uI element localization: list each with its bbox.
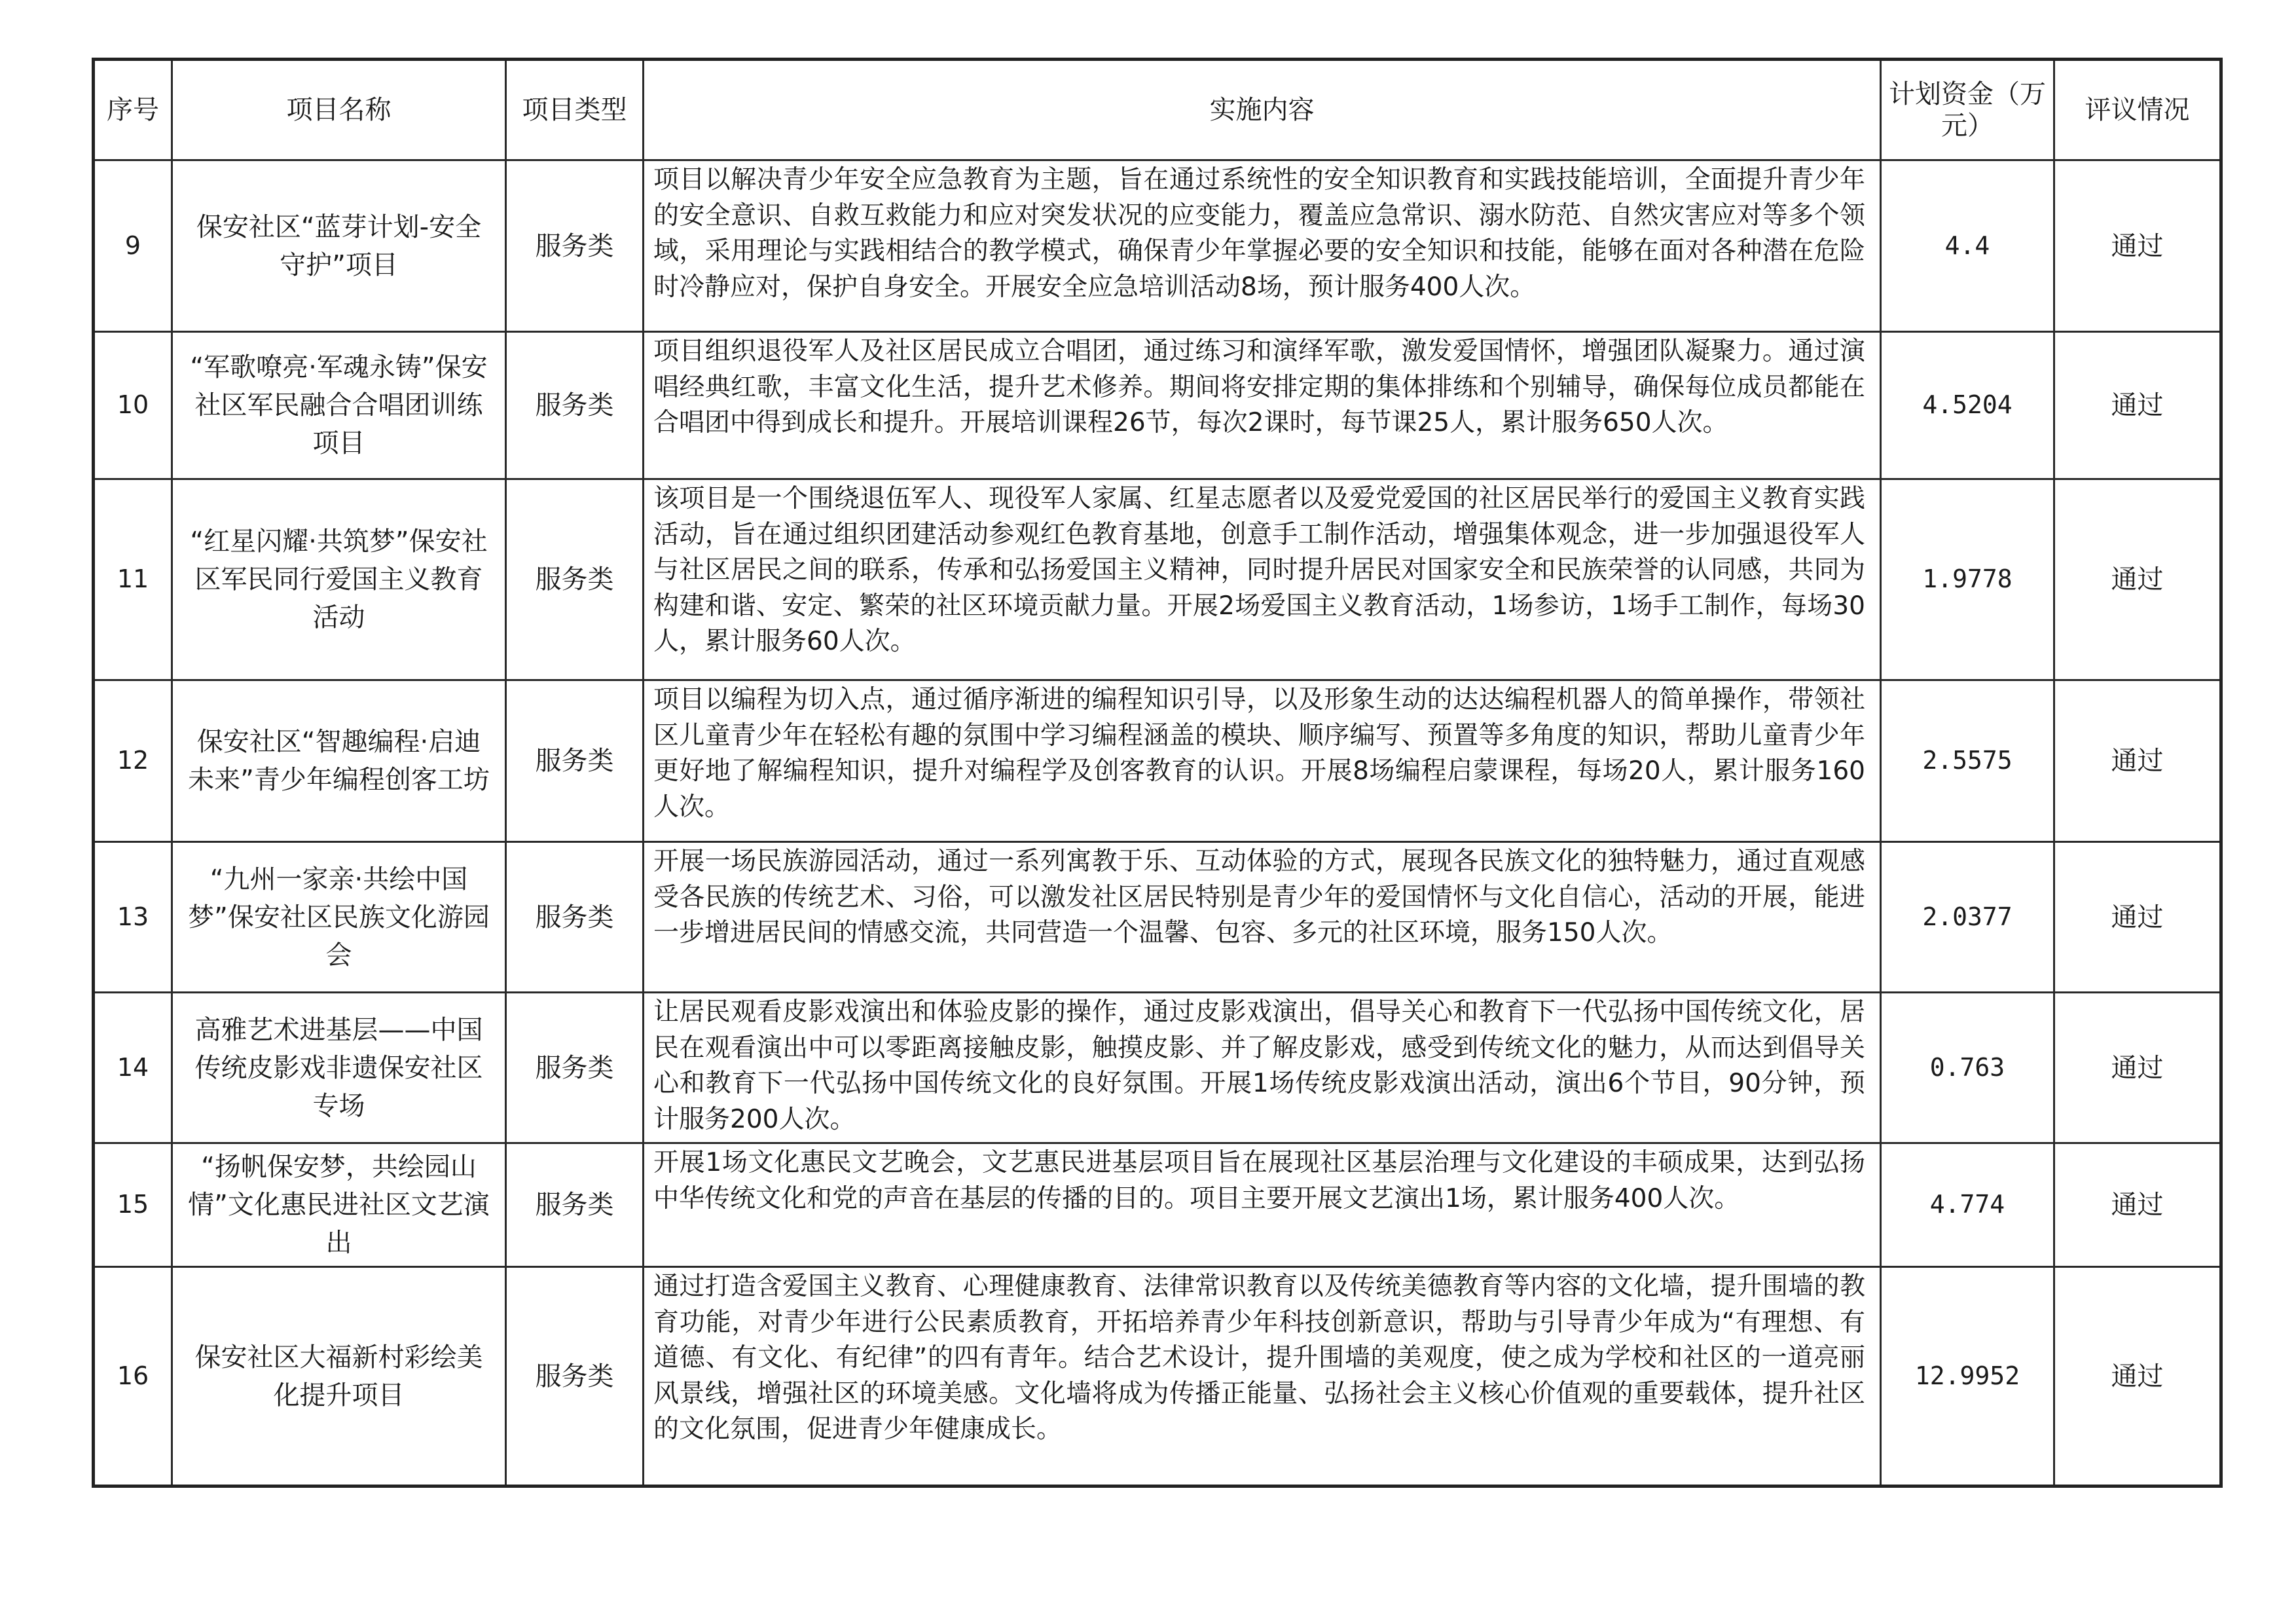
row-no: 11 [94,479,172,680]
table-row [94,332,2221,479]
row-project-name: 保安社区“蓝芽计划-安全守护”项目 [172,160,506,332]
row-project-type: 服务类 [506,1143,644,1267]
row-no: 16 [94,1267,172,1486]
header-fund: 计划资金（万元） [1881,60,2054,160]
row-project-type: 服务类 [506,1267,644,1486]
row-review: 通过 [2054,160,2221,332]
row-content: 项目以编程为切入点，通过循序渐进的编程知识引导，以及形象生动的达达编程机器人的简单操作，带领社区儿童青少年在轻松有趣的氛围中学习编程涵盖的模块、顺序编写、预置等多角度的知识，帮助儿童青少年更好地了解编程知识，提升对编程学及创客教育的认识。开展8场编程启蒙课程，每场20人，累计服务160人次。 [644,680,1881,842]
table-row [94,993,2221,1143]
row-content: 让居民观看皮影戏演出和体验皮影的操作，通过皮影戏演出，倡导关心和教育下一代弘扬中国传统文化，居民在观看演出中可以零距离接触皮影，触摸皮影、并了解皮影戏，感受到传统文化的魅力，从而达到倡导关心和教育下一代弘扬中国传统文化的良好氛围。开展1场传统皮影戏演出活动，演出6个节目，90分钟，预计服务200人次。 [644,993,1881,1143]
row-project-name: “扬帆保安梦，共绘园山情”文化惠民进社区文艺演出 [172,1143,506,1267]
row-project-type: 服务类 [506,479,644,680]
row-fund: 2.0377 [1881,842,2054,993]
row-review: 通过 [2054,479,2221,680]
table-row [94,680,2221,842]
row-fund: 4.4 [1881,160,2054,332]
row-content: 该项目是一个围绕退伍军人、现役军人家属、红星志愿者以及爱党爱国的社区居民举行的爱国主义教育实践活动，旨在通过组织团建活动参观红色教育基地，创意手工制作活动，增强集体观念，进一步加强退役军人与社区居民之间的联系，传承和弘扬爱国主义精神，同时提升居民对国家安全和民族荣誉的认同感，共同为构建和谐、安定、繁荣的社区环境贡献力量。开展2场爱国主义教育活动，1场参访，1场手工制作，每场30人，累计服务60人次。 [644,479,1881,680]
row-review: 通过 [2054,680,2221,842]
row-fund: 1.9778 [1881,479,2054,680]
table-row [94,1143,2221,1267]
row-no: 10 [94,332,172,479]
row-project-type: 服务类 [506,160,644,332]
row-content: 项目以解决青少年安全应急教育为主题，旨在通过系统性的安全知识教育和实践技能培训，全面提升青少年的安全意识、自救互救能力和应对突发状况的应变能力，覆盖应急常识、溺水防范、自然灾害应对等多个领域，采用理论与实践相结合的教学模式，确保青少年掌握必要的安全知识和技能，能够在面对各种潜在危险时冷静应对，保护自身安全。开展安全应急培训活动8场，预计服务400人次。 [644,160,1881,332]
table-row [94,160,2221,332]
row-project-name: 高雅艺术进基层——中国传统皮影戏非遗保安社区专场 [172,993,506,1143]
table-row [94,1267,2221,1486]
row-project-name: 保安社区大福新村彩绘美化提升项目 [172,1267,506,1486]
row-no: 9 [94,160,172,332]
row-fund: 2.5575 [1881,680,2054,842]
row-no: 12 [94,680,172,842]
table-row [94,842,2221,993]
row-content: 开展一场民族游园活动，通过一系列寓教于乐、互动体验的方式，展现各民族文化的独特魅力，通过直观感受各民族的传统艺术、习俗，可以激发社区居民特别是青少年的爱国情怀与文化自信心，活动的开展，能进一步增进居民间的情感交流，共同营造一个温馨、包容、多元的社区环境，服务150人次。 [644,842,1881,993]
row-no: 15 [94,1143,172,1267]
header-name: 项目名称 [172,60,506,160]
header-type: 项目类型 [506,60,644,160]
row-fund: 4.5204 [1881,332,2054,479]
row-no: 14 [94,993,172,1143]
project-review-table [92,58,2223,1488]
row-project-name: 保安社区“智趣编程·启迪未来”青少年编程创客工坊 [172,680,506,842]
row-review: 通过 [2054,842,2221,993]
row-review: 通过 [2054,332,2221,479]
header-no: 序号 [94,60,172,160]
row-content: 通过打造含爱国主义教育、心理健康教育、法律常识教育以及传统美德教育等内容的文化墙，提升围墙的教育功能，对青少年进行公民素质教育，开拓培养青少年科技创新意识，帮助与引导青少年成为“有理想、有道德、有文化、有纪律”的四有青年。结合艺术设计，提升围墙的美观度，使之成为学校和社区的一道亮丽风景线，增强社区的环境美感。文化墙将成为传播正能量、弘扬社会主义核心价值观的重要载体，提升社区的文化氛围，促进青少年健康成长。 [644,1267,1881,1486]
row-content: 项目组织退役军人及社区居民成立合唱团，通过练习和演绎军歌，激发爱国情怀，增强团队凝聚力。通过演唱经典红歌，丰富文化生活，提升艺术修养。期间将安排定期的集体排练和个别辅导，确保每位成员都能在合唱团中得到成长和提升。开展培训课程26节，每次2课时，每节课25人，累计服务650人次。 [644,332,1881,479]
header-content: 实施内容 [644,60,1881,160]
row-project-type: 服务类 [506,993,644,1143]
row-review: 通过 [2054,993,2221,1143]
row-fund: 4.774 [1881,1143,2054,1267]
row-project-name: “红星闪耀·共筑梦”保安社区军民同行爱国主义教育活动 [172,479,506,680]
table-header-row [94,60,2221,160]
table-row [94,479,2221,680]
row-review: 通过 [2054,1267,2221,1486]
row-project-name: “军歌嘹亮·军魂永铸”保安社区军民融合合唱团训练项目 [172,332,506,479]
row-project-type: 服务类 [506,680,644,842]
row-fund: 0.763 [1881,993,2054,1143]
row-review: 通过 [2054,1143,2221,1267]
row-project-type: 服务类 [506,842,644,993]
row-project-name: “九州一家亲·共绘中国梦”保安社区民族文化游园会 [172,842,506,993]
row-fund: 12.9952 [1881,1267,2054,1486]
header-review: 评议情况 [2054,60,2221,160]
row-project-type: 服务类 [506,332,644,479]
row-content: 开展1场文化惠民文艺晚会，文艺惠民进基层项目旨在展现社区基层治理与文化建设的丰硕成果，达到弘扬中华传统文化和党的声音在基层的传播的目的。项目主要开展文艺演出1场，累计服务400人次。 [644,1143,1881,1267]
row-no: 13 [94,842,172,993]
